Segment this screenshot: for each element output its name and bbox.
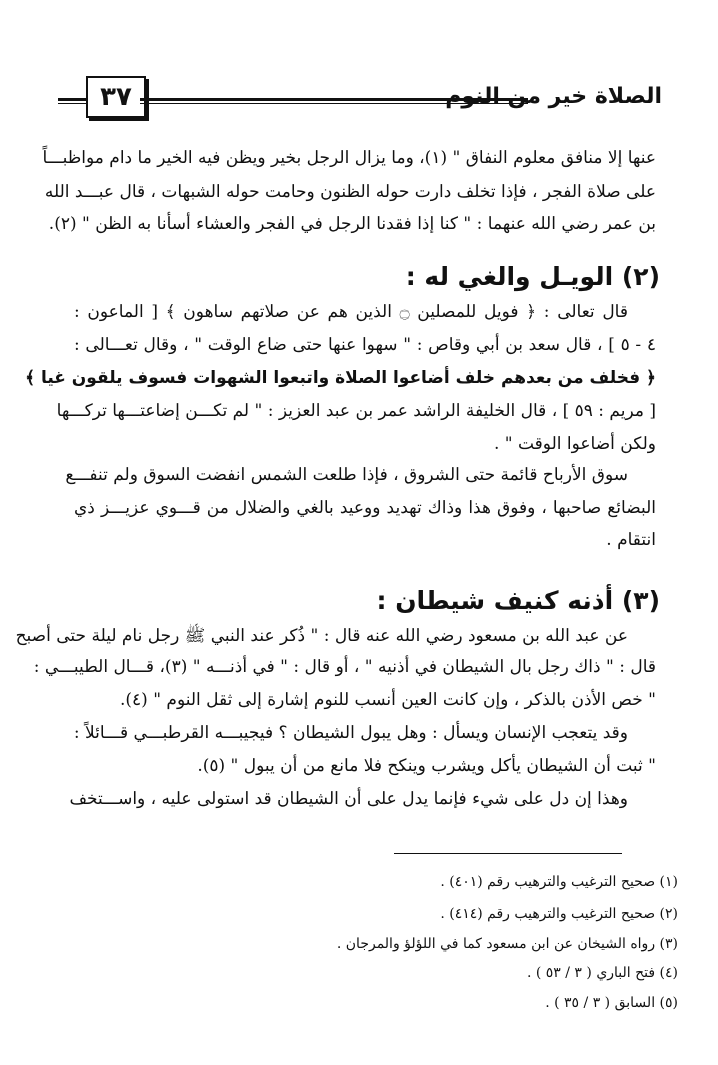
running-title: الصلاة خير من النوم bbox=[445, 84, 662, 109]
body-line: عن عبد الله بن مسعود رضي الله عنه قال : " ذُكر عند النبي ﷺ رجل نام ليلة حتى أصبح bbox=[15, 626, 628, 646]
body-line: على صلاة الفجر ، فإذا تخلف دارت حوله الظنون وحامت حوله الشبهات ، قال عبـــد الله bbox=[44, 182, 656, 202]
body-line: سوق الأرباح قائمة حتى الشروق ، فإذا طلعت الشمس انفضت السوق ولم تنفـــع bbox=[65, 465, 628, 485]
body-line: قال : " ذاك رجل بال الشيطان في أذنيه " ، أو قال : " في أذنـــه " (٣)، قـــال الطيبـــي : bbox=[33, 657, 656, 677]
section-heading: (٣) أذنه كنيف شيطان : bbox=[376, 586, 660, 615]
footnote: (٥) السابق ( ٣ / ٣٥ ) . bbox=[545, 995, 678, 1011]
header-rule bbox=[140, 98, 528, 104]
body-line: " ثبت أن الشيطان يأكل ويشرب وينكح فلا مانع من أن يبول " (٥). bbox=[197, 756, 656, 776]
page-number: ٣٧ bbox=[86, 76, 146, 118]
footnote: (٣) رواه الشيخان عن ابن مسعود كما في اللؤلؤ والمرجان . bbox=[336, 936, 678, 952]
body-line: بن عمر رضي الله عنهما : " كنا إذا فقدنا الرجل في الفجر والعشاء أسأنا به الظن " (٢). bbox=[48, 214, 656, 234]
body-line: " خص الأذن بالذكر ، وإن كانت العين أنسب للنوم إشارة إلى ثقل النوم " (٤). bbox=[119, 690, 656, 710]
body-line: قال تعالى : ﴿ فويل للمصلين ۝ الذين هم عن صلاتهم ساهون ﴾ [ الماعون : bbox=[74, 302, 628, 322]
body-line: ٤ - ٥ ] ، قال سعد بن أبي وقاص : " سهوا عنها حتى ضاع الوقت " ، وقال تعـــالى : bbox=[74, 335, 656, 355]
footnote: (٢) صحيح الترغيب والترهيب رقم (٤١٤) . bbox=[440, 906, 678, 922]
quran-verse-line: ﴿ فخلف من بعدهم خلف أضاعوا الصلاة واتبعوا الشهوات فسوف يلقون غيا ﴾ bbox=[25, 368, 656, 388]
section-heading: (٢) الويـل والغي له : bbox=[405, 262, 660, 291]
body-line: وهذا إن دل على شيء فإنما يدل على أن الشيطان قد استولى عليه ، واســـتخف bbox=[69, 789, 628, 809]
header-rule-left bbox=[58, 98, 86, 104]
body-line: البضائع صاحبها ، وفوق هذا وذاك تهديد ووعيد بالغي والضلال من قـــوي عزيـــز ذي bbox=[74, 498, 656, 518]
body-line: وقد يتعجب الإنسان ويسأل : وهل يبول الشيطان ؟ فيجيبـــه القرطبـــي قـــائلاً : bbox=[73, 723, 628, 743]
body-line: [ مريم : ٥٩ ] ، قال الخليفة الراشد عمر بن عبد العزيز : " لم تكـــن إضاعتـــها تركـــها bbox=[56, 401, 656, 421]
body-line: انتقام . bbox=[606, 530, 656, 550]
footnote: (٤) فتح الباري ( ٣ / ٥٣ ) . bbox=[526, 965, 678, 981]
footnote-divider bbox=[394, 853, 622, 854]
body-line: ولكن أضاعوا الوقت " . bbox=[493, 434, 656, 454]
footnote: (١) صحيح الترغيب والترهيب رقم (٤٠١) . bbox=[440, 874, 678, 890]
page-header bbox=[0, 70, 718, 130]
body-line: عنها إلا منافق معلوم النفاق " (١)، وما يزال الرجل بخير ويظن فيه الخير ما دام مواظبـــاً bbox=[42, 148, 656, 168]
